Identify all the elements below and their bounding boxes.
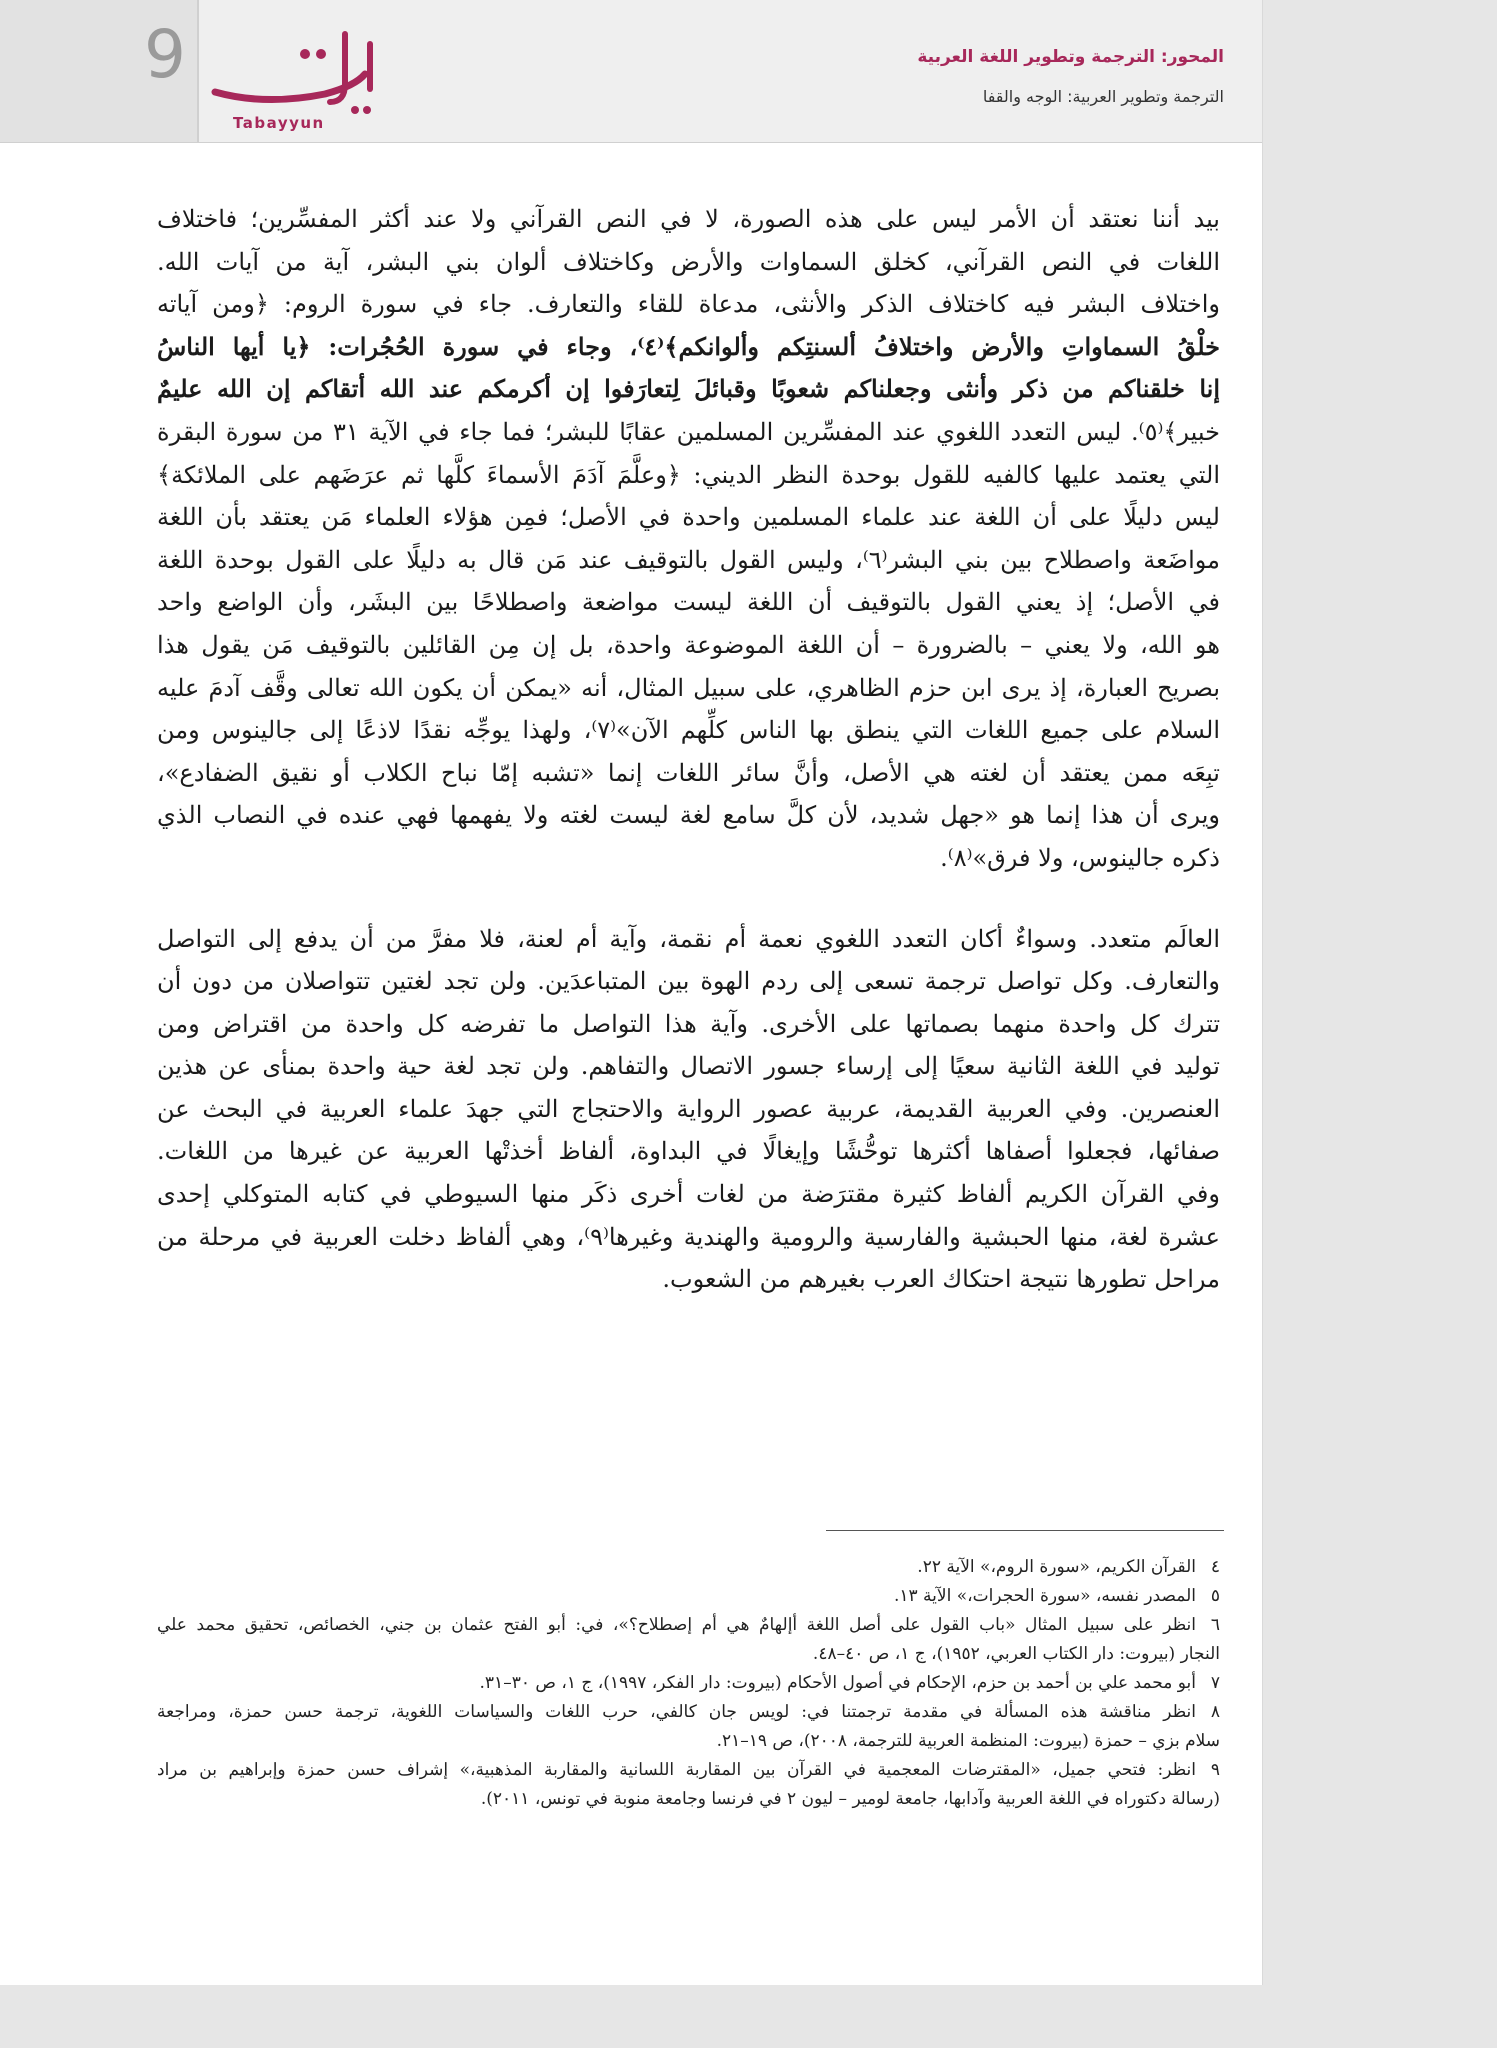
footnotes: [157, 1553, 1220, 1814]
footnote-text: انظر: فتحي جميل، «المقترضات المعجمية في القرآن بين المقاربة اللسانية والمقاربة المذهبية،» إشراف حسن حمزة وإبراهيم بن مراد: [157, 1760, 1196, 1780]
text-line: العنصرين. وفي العربية القديمة، عربية عصور الرواية والاحتجاج التي جهدَ علماء العربية في البحث عن: [157, 1094, 1221, 1123]
text-line: خلْقُ السماواتِ والأرض واختلافُ ألسنتِكم وألوانكم﴾⁽٤⁾، وجاء في سورة الحُجُرات: ﴿يا أيها الناسُ: [157, 331, 1220, 361]
footnote-text: المصدر نفسه، «سورة الحجرات،» الآية ١٣.: [893, 1586, 1196, 1606]
footnote-text: النجار (بيروت: دار الكتاب العربي، ١٩٥٢)، ج ١، ص ٤٠–٤٨.: [812, 1644, 1220, 1664]
footnote: [157, 1582, 1220, 1611]
text-line: إنا خلقناكم من ذكر وأنثى وجعلناكم شعوبًا وقبائلَ لِتعارَفوا إن أكرمكم عند الله أتقاكم إن الله عليمٌ: [157, 374, 1220, 404]
logo-latin-text: Tabayyun: [233, 114, 325, 132]
paragraph-1: [157, 198, 1220, 880]
text-line: السلام على جميع اللغات التي ينطق بها الناس كلِّهم الآن»⁽٧⁾، ولهذا يوجِّه نقدًا لاذعًا إلى جالينوس ومن: [157, 716, 1220, 745]
text-line: واختلاف البشر فيه كاختلاف الذكر والأنثى، مدعاة للقاء والتعارف. جاء في سورة الروم: ﴿ومن آياته: [157, 290, 1220, 319]
text-line: صفائها، فجعلوا أصفاها أكثرها توحُّشًا وإيغالًا في البداوة، ألفاظ أخذتْها العربية عن غيرها من اللغات.: [157, 1137, 1220, 1166]
text-line: العالَم متعدد. وسواءٌ أكان التعدد اللغوي نعمة أم نقمة، وآية أم لعنة، فلا مفرَّ من أن يدفع إلى التواصل: [157, 924, 1220, 953]
footnote-number: ٧: [1210, 1673, 1220, 1693]
text-line: خبير﴾⁽٥⁾. ليس التعدد اللغوي عند المفسِّرين المسلمين عقابًا للبشر؛ فما جاء في الآية ٣١ من سورة البقرة: [157, 417, 1220, 446]
footnote-divider: [826, 1530, 1224, 1531]
text-line: والتعارف. وكل تواصل ترجمة تسعى إلى ردم الهوة بين المتباعدَين. ولن تجد لغتين تتواصلان من دون أن: [157, 967, 1220, 996]
text-line: تترك كل واحدة منهما بصماتها على الأخرى. وآية هذا التواصل ما تفرضه كل واحدة من اقتراض ومن: [157, 1009, 1220, 1038]
text-line: اللغات في النص القرآني، كخلق السماوات والأرض وكاختلاف ألوان بني البشر، آية من آيات الله.: [157, 247, 1220, 276]
text-line: عشرة لغة، منها الحبشية والفارسية والرومية والهندية وغيرها⁽٩⁾، وهي ألفاظ دخلت العربية في مرحلة من: [157, 1222, 1220, 1251]
text-line: بيد أننا نعتقد أن الأمر ليس على هذه الصورة، لا في النص القرآني ولا عند أكثر المفسِّرين؛ فاختلاف: [157, 205, 1220, 233]
tabayyun-logo-mark: [205, 14, 395, 114]
text-line: هو الله، ولا يعني – بالضرورة – أن اللغة الموضوعة واحدة، بل إن مِن القائلين بالتوقيف مَن يقول هذا: [157, 630, 1220, 659]
text-line: ليس دليلًا على أن اللغة عند علماء المسلمين واحدة في الأصل؛ فمِن هؤلاء العلماء مَن يعتقد بأن اللغة: [157, 503, 1220, 532]
footnote-text: أبو محمد علي بن أحمد بن حزم، الإحكام في أصول الأحكام (بيروت: دار الفكر، ١٩٩٧)، ج ١، ص ٣٠–٣١.: [479, 1673, 1196, 1693]
page-bottom-margin: [0, 1985, 1497, 2048]
footnote-text: سلام بزي – حمزة (بيروت: المنظمة العربية للترجمة، ٢٠٠٨)، ص ١٩–٢١.: [716, 1731, 1220, 1751]
footnote: [157, 1553, 1220, 1582]
footnote-number: ٤: [1210, 1557, 1220, 1577]
footnote: [157, 1698, 1220, 1756]
page-number-box: [0, 0, 199, 142]
footnote-text: القرآن الكريم، «سورة الروم،» الآية ٢٢.: [917, 1557, 1196, 1577]
text-line: في الأصل؛ إذ يعني القول بالتوقيف أن اللغة ليست مواضعة واصطلاحًا بين البشَر، وأن الواضع واحد: [157, 588, 1220, 617]
footnote-text: انظر على سبيل المثال «باب القول على أصل اللغة أإلهامٌ هي أم إصطلاح؟»، في: أبو الفتح عثمان بن جني، الخصائص، تحقيق محمد علي: [157, 1615, 1196, 1635]
footnote: [157, 1611, 1220, 1669]
footnote-number: ٦: [1210, 1615, 1220, 1635]
footnote-number: ٩: [1210, 1760, 1220, 1780]
footnote: [157, 1756, 1220, 1814]
article-body: [157, 198, 1220, 1339]
footnote: [157, 1669, 1220, 1698]
text-line: مواضَعة واصطلاح بين بني البشر⁽٦⁾، وليس القول بالتوقيف عند مَن قال به دليلًا على القول بوحدة اللغة: [157, 545, 1220, 574]
section-title: المحور: الترجمة وتطوير اللغة العربية: [917, 47, 1224, 67]
article-title: الترجمة وتطوير العربية: الوجه والقفا: [982, 87, 1224, 106]
text-line: ذكره جالينوس، ولا فرق»⁽٨⁾.: [940, 843, 1220, 872]
text-line: التي يعتمد عليها كالفيه للقول بوحدة النظر الديني: ﴿وعلَّمَ آدَمَ الأسماءَ كلَّها ثم عرَضَهم على الملائكة﴾: [157, 460, 1220, 489]
footnote-number: ٨: [1210, 1702, 1220, 1722]
header-text: [917, 42, 1224, 112]
text-line: تبِعَه ممن يعتقد أن لغته هي الأصل، وأنَّ سائر اللغات إنما «تشبه إمّا نباح الكلاب أو نقيق الضفادع»،: [157, 758, 1220, 787]
page-number: 9: [144, 16, 186, 93]
text-line: مراحل تطورها نتيجة احتكاك العرب بغيرهم من الشعوب.: [662, 1265, 1220, 1294]
paragraph-2: [157, 918, 1220, 1301]
text-line: بصريح العبارة، إذ يرى ابن حزم الظاهري، على سبيل المثال، أنه «يمكن أن يكون الله تعالى وقَّف آدمَ عليه: [157, 673, 1221, 702]
text-line: وفي القرآن الكريم ألفاظ كثيرة مقترَضة من لغات أخرى ذكَر منها السيوطي في كتابه المتوكلي إحدى: [157, 1180, 1220, 1209]
text-line: توليد في اللغة الثانية سعيًا إلى إرساء جسور الاتصال والتفاهم. ولن تجد لغة حية واحدة بمنأى عن هذين: [157, 1052, 1220, 1081]
tabayyun-logo: [205, 14, 395, 132]
footnote-number: ٥: [1210, 1586, 1220, 1606]
page-header: [0, 0, 1262, 143]
footnote-text: (رسالة دكتوراه في اللغة العربية وآدابها، جامعة لومير – ليون ٢ في فرنسا وجامعة منوبة في تونس، ٢٠١١).: [480, 1789, 1220, 1809]
text-line: ويرى أن هذا إنما هو «جهل شديد، لأن كلَّ سامع لغة ليست لغته ولا يفهمها فهي عنده في النصاب الذي: [157, 801, 1220, 830]
footnote-text: انظر مناقشة هذه المسألة في مقدمة ترجمتنا في: لويس جان كالفي، حرب اللغات والسياسات اللغوية، ترجمة حسن حمزة، ومراجعة: [157, 1702, 1196, 1722]
